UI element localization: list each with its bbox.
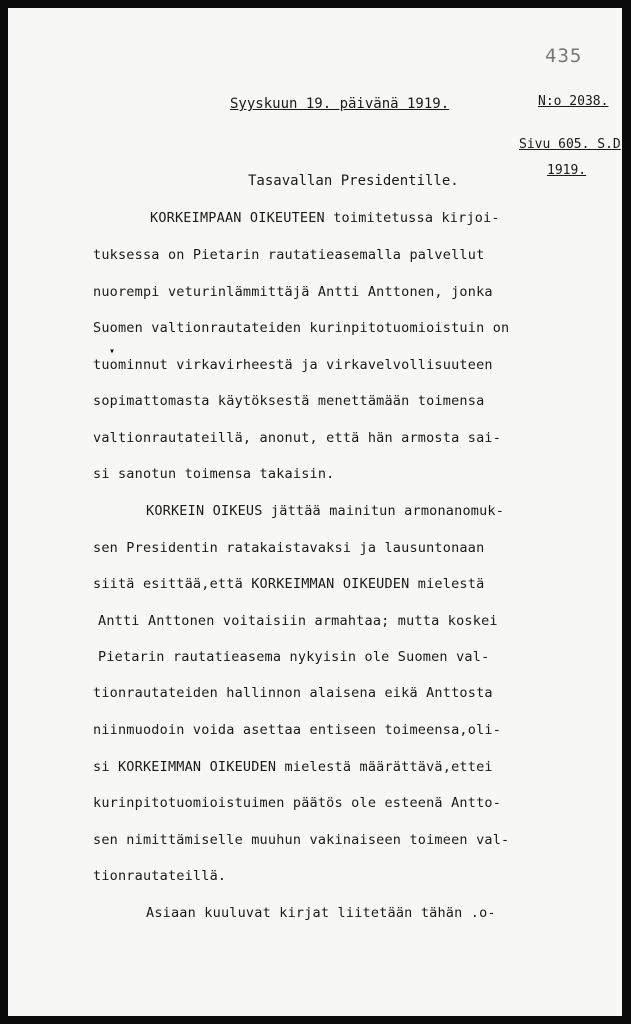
ink-mark: ▾ [109,346,116,357]
body-line: KORKEIN OIKEUS jättää mainitun armonanomuk- [146,503,505,519]
body-line: si sanotun toimensa takaisin. [93,466,335,482]
body-line: Antti Anttonen voitaisiin armahtaa; mutta koskei [98,613,498,629]
body-line: KORKEIMPAAN OIKEUTEEN toimitetussa kirjoi- [150,210,500,226]
body-line: Asiaan kuuluvat kirjat liitetään tähän .o- [146,905,496,921]
page-number: 435 [545,45,583,67]
body-line: tuksessa on Pietarin rautatieasemalla palvellut [93,247,485,263]
body-line: Pietarin rautatieasema nykyisin ole Suomen val- [98,649,490,665]
body-line: nuorempi veturinlämmittäjä Antti Anttonen, jonka [93,284,493,300]
case-number: N:o 2038. [538,94,609,109]
body-line: siitä esittää,että KORKEIMMAN OIKEUDEN mielestä [93,576,485,592]
page-reference: Sivu 605. S.D [519,137,621,152]
body-line: tionrautateiden hallinnon alaisena eikä Anttosta [93,685,493,701]
document-page [8,8,622,1016]
addressee: Tasavallan Presidentille. [248,173,459,189]
body-line: si KORKEIMMAN OIKEUDEN mielestä määrättävä,ettei [93,759,493,775]
body-line: tuominnut virkavirheestä ja virkavelvollisuuteen [93,357,493,373]
body-line: sen Presidentin ratakaistavaksi ja lausuntonaan [93,540,485,556]
body-line: valtionrautateillä, anonut, että hän armosta sai- [93,430,502,446]
body-line: sopimattomasta käytöksestä menettämään toimensa [93,393,485,409]
body-line: sen nimittämiselle muuhun vakinaiseen toimeen val- [93,832,510,848]
body-line: kurinpitotuomioistuimen päätös ole esteenä Antto- [93,795,502,811]
date-line: Syyskuun 19. päivänä 1919. [230,96,450,112]
reference-year: 1919. [547,163,587,178]
body-line: niinmuodoin voida asettaa entiseen toimeensa,oli- [93,722,502,738]
body-line: tionrautateillä. [93,868,227,884]
body-line: Suomen valtionrautateiden kurinpitotuomioistuin on [93,320,510,336]
